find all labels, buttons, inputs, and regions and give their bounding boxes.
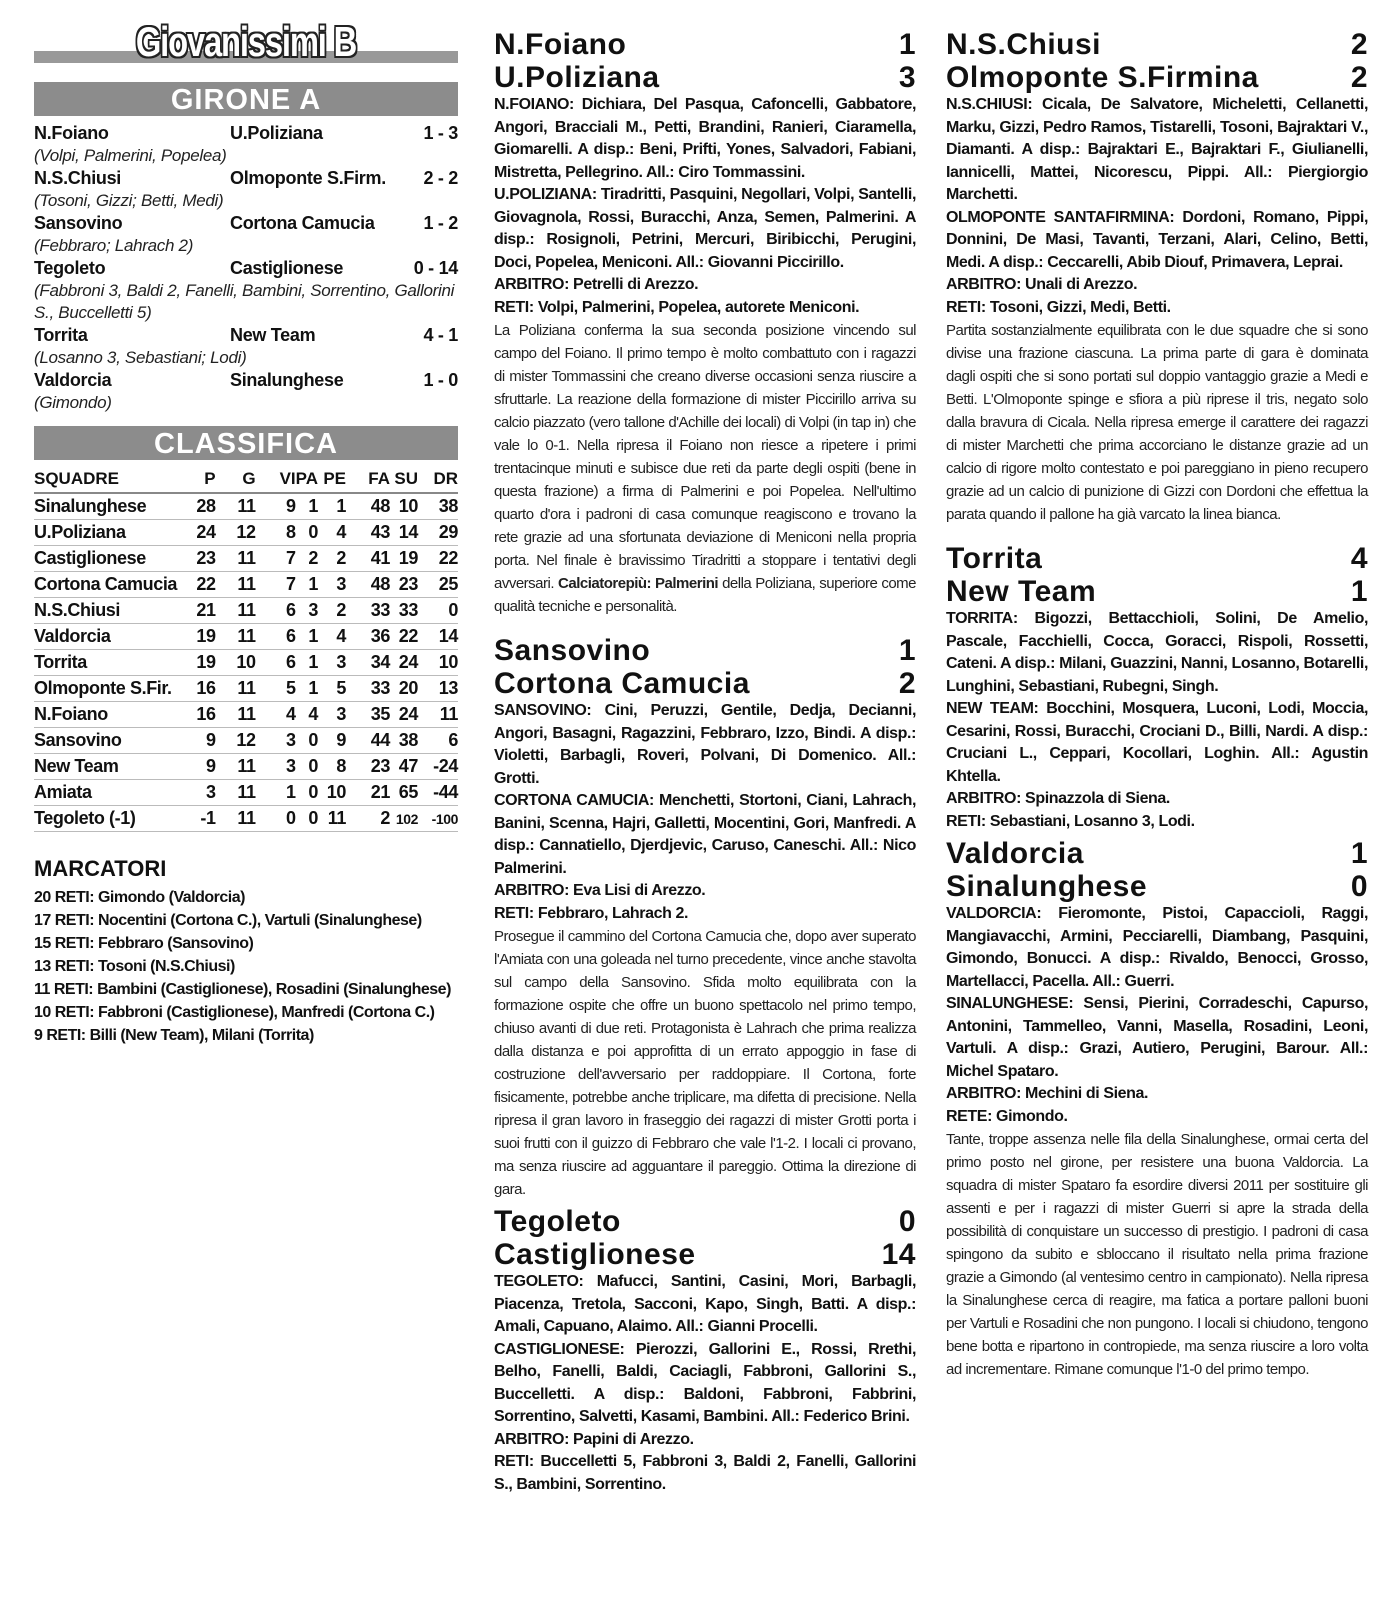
standings-cell: 22 bbox=[418, 546, 458, 572]
home-lineup: TEGOLETO: Mafucci, Santini, Casini, Mori, Barbagli, Piacenza, Tretola, Sacconi, Kapo, Singh, Batti. A disp.: Amali, Capuano, Alaimo. All.: Gianni Procelli. bbox=[494, 1273, 916, 1335]
standings-cell: 4 bbox=[318, 624, 346, 650]
standings-cell: 34 bbox=[346, 650, 390, 676]
standings-cell: 6 bbox=[256, 650, 296, 676]
standings-cell: 24 bbox=[390, 702, 418, 728]
standings-cell: 7 bbox=[256, 546, 296, 572]
standings-cell: 0 bbox=[296, 780, 318, 806]
standings-cell: 7 bbox=[256, 572, 296, 598]
result-row bbox=[34, 167, 458, 190]
standings-cell: 28 bbox=[182, 493, 216, 520]
referee: ARBITRO: Spinazzola di Siena. bbox=[946, 790, 1170, 807]
standings-cell: 14 bbox=[390, 520, 418, 546]
scorer-line: 11 RETI: Bambini (Castiglionese), Rosadini (Sinalunghese) bbox=[34, 981, 451, 998]
match-report bbox=[946, 28, 1368, 526]
goals: RETI: Febbraro, Lahrach 2. bbox=[494, 904, 689, 922]
home-score: 1 bbox=[1350, 837, 1368, 870]
results-list bbox=[34, 122, 458, 414]
standings-cell: 12 bbox=[216, 520, 256, 546]
scorer-line: 20 RETI: Gimondo (Valdorcia) bbox=[34, 889, 245, 906]
home-team: Torrita bbox=[946, 542, 1043, 575]
standings-cell: 16 bbox=[182, 702, 216, 728]
result-score: 1 - 0 bbox=[423, 370, 458, 390]
home-lineup: N.S.CHIUSI: Cicala, De Salvatore, Micheletti, Cellanetti, Marku, Gizzi, Pedro Ramos, Tistarelli, Tosoni, Bajraktari V., Diamanti. A disp.: Bajraktari E., Bajraktari F., Giulianelli, Iannicelli, Mattei, Nicorescu, Pippi. All.: Piergiorgio Marchetti. bbox=[946, 96, 1368, 203]
result-scorers: (Fabbroni 3, Baldi 2, Fanelli, Bambini, Sorrentino, Gallorini S., Buccelletti 5) bbox=[34, 281, 455, 322]
standings-cell: 41 bbox=[346, 546, 390, 572]
scorer-line: 15 RETI: Febbraro (Sansovino) bbox=[34, 935, 254, 952]
standings-cell: 2 bbox=[346, 806, 390, 832]
result-row bbox=[34, 369, 458, 392]
standings-row bbox=[34, 806, 458, 832]
standings-cell: 29 bbox=[418, 520, 458, 546]
standings-cell: 11 bbox=[418, 702, 458, 728]
standings-cell: 11 bbox=[216, 806, 256, 832]
standings-cell: 2 bbox=[296, 546, 318, 572]
standings-cell: 6 bbox=[256, 598, 296, 624]
standings-cell: 65 bbox=[390, 780, 418, 806]
standings-cell: Castiglionese bbox=[34, 546, 182, 572]
standings-cell: 24 bbox=[390, 650, 418, 676]
standings-cell: 10 bbox=[390, 493, 418, 520]
standings-row bbox=[34, 572, 458, 598]
standings-row bbox=[34, 624, 458, 650]
marcatori-list bbox=[34, 886, 458, 1047]
result-home: N.Foiano bbox=[34, 123, 109, 143]
standings-cell: 1 bbox=[296, 650, 318, 676]
standings-cell: 23 bbox=[390, 572, 418, 598]
result-row bbox=[34, 324, 458, 347]
standings-cell: Olmoponte S.Fir. bbox=[34, 676, 182, 702]
standings-cell: 43 bbox=[346, 520, 390, 546]
result-away: U.Poliziana bbox=[230, 123, 323, 143]
home-team: Sansovino bbox=[494, 634, 651, 667]
result-score: 0 - 14 bbox=[413, 258, 458, 278]
standings-column bbox=[34, 0, 458, 1047]
standings-cell: 8 bbox=[256, 520, 296, 546]
away-team: Cortona Camucia bbox=[494, 667, 750, 700]
standings-cell: 11 bbox=[216, 754, 256, 780]
away-team-line bbox=[494, 667, 916, 700]
referee: ARBITRO: Mechini di Siena. bbox=[946, 1085, 1149, 1102]
standings-row bbox=[34, 780, 458, 806]
standings-row bbox=[34, 754, 458, 780]
standings-cell: 10 bbox=[216, 650, 256, 676]
standings-cell: Cortona Camucia bbox=[34, 572, 182, 598]
standings-header-cell: PA bbox=[296, 466, 318, 493]
standings-cell: -24 bbox=[418, 754, 458, 780]
standings-cell: Tegoleto (-1) bbox=[34, 806, 182, 832]
standings-cell: -44 bbox=[418, 780, 458, 806]
match-notes: Partita sostanzialmente equilibrata con le due squadre che si sono divise una frazione ciascuna. La prima parte di gara è dominata dagli ospiti che si sono portati sul doppio vantaggio grazie a Medi e Betti. L'Olmoponte spinge e sfiora a più riprese il tris, negato solo dalla bravura di Cicala. Nella ripresa emerge il carattere dei ragazzi di mister Marchetti che prima accorciano le distanze grazie ad un calcio di rigore molto contestato e poi pareggiano in pieno recupero grazie ad un calcio di punizione di Gizzi con Dordoni che effettua la parata quando il pallone ha già varcato la linea bianca. bbox=[946, 322, 1368, 523]
standings-cell: 3 bbox=[318, 702, 346, 728]
away-lineup: U.POLIZIANA: Tiradritti, Pasquini, Negollari, Volpi, Santelli, Giovagnola, Rossi, Buracchi, Anza, Semen, Palmerini. A disp.: Rosignoli, Petrini, Mercuri, Biribicchi, Perugini, Doci, Popelea, Meniconi. All.: Giovanni Piccirillo. bbox=[494, 186, 916, 271]
goals: RETI: Buccelletti 5, Fabbroni 3, Baldi 2, Fanelli, Gallorini S., Bambini, Sorrentino. bbox=[494, 1453, 916, 1493]
standings-cell: 10 bbox=[418, 650, 458, 676]
standings-header-cell: DR bbox=[418, 466, 458, 493]
standings-cell: 5 bbox=[318, 676, 346, 702]
standings-cell: 0 bbox=[296, 754, 318, 780]
standings-cell: 20 bbox=[390, 676, 418, 702]
away-lineup: CORTONA CAMUCIA: Menchetti, Stortoni, Ciani, Lahrach, Banini, Scenna, Hajri, Galletti, Mocentini, Gori, Manfredi. A disp.: Cannatiello, Djerdjevic, Caruso, Caneschi. All.: Nico Palmerini. bbox=[494, 792, 916, 877]
result-row bbox=[34, 212, 458, 235]
home-score: 1 bbox=[898, 634, 916, 667]
section-title: Giovanissimi B bbox=[135, 18, 357, 65]
away-lineup: SINALUNGHESE: Sensi, Pierini, Corradeschi, Capurso, Antonini, Tammelleo, Vanni, Masella, Rosadini, Leoni, Vartuli. A disp.: Grazi, Autiero, Perugini, Barour. All.: Michel Spataro. bbox=[946, 995, 1368, 1080]
home-team: Valdorcia bbox=[946, 837, 1084, 870]
standings-cell: 3 bbox=[256, 728, 296, 754]
standings-cell: 1 bbox=[296, 572, 318, 598]
standings-cell: 6 bbox=[418, 728, 458, 754]
standings-cell: 47 bbox=[390, 754, 418, 780]
result-away: Castiglionese bbox=[230, 258, 344, 278]
standings-cell: 6 bbox=[256, 624, 296, 650]
standings-cell: 0 bbox=[296, 806, 318, 832]
away-team: New Team bbox=[946, 575, 1097, 608]
standings-cell: 9 bbox=[182, 728, 216, 754]
home-team-line bbox=[494, 1205, 916, 1238]
standings-header-cell: P bbox=[182, 466, 216, 493]
referee: ARBITRO: Eva Lisi di Arezzo. bbox=[494, 882, 706, 899]
result-home: Valdorcia bbox=[34, 370, 112, 390]
scorer-line: 13 RETI: Tosoni (N.S.Chiusi) bbox=[34, 958, 235, 975]
home-team-line bbox=[946, 837, 1368, 870]
standings-cell: 11 bbox=[216, 546, 256, 572]
away-lineup: OLMOPONTE SANTAFIRMINA: Dordoni, Romano, Pippi, Donnini, De Masi, Tavanti, Terzani, Alari, Celino, Betti, Medi. A disp.: Ceccarelli, Abib Diouf, Primavera, Leprai. bbox=[946, 208, 1368, 271]
scorer-line: 17 RETI: Nocentini (Cortona C.), Vartuli (Sinalunghese) bbox=[34, 912, 422, 929]
standings-cell: 0 bbox=[418, 598, 458, 624]
standings-header-row bbox=[34, 466, 458, 493]
standings-cell: 21 bbox=[182, 598, 216, 624]
standings-cell: 1 bbox=[256, 780, 296, 806]
standings-cell: 4 bbox=[256, 702, 296, 728]
referee: ARBITRO: Unali di Arezzo. bbox=[946, 276, 1138, 293]
home-team: Tegoleto bbox=[494, 1205, 621, 1238]
result-score: 1 - 2 bbox=[423, 213, 458, 233]
standings-cell: 8 bbox=[318, 754, 346, 780]
away-score: 14 bbox=[881, 1238, 916, 1271]
match-report bbox=[494, 634, 916, 1201]
result-home: Tegoleto bbox=[34, 258, 106, 278]
result-scorers: (Febbraro; Lahrach 2) bbox=[34, 236, 194, 255]
standings-cell: 23 bbox=[182, 546, 216, 572]
section-header bbox=[34, 18, 458, 70]
result-scorers: (Gimondo) bbox=[34, 393, 112, 412]
match-notes: La Poliziana conferma la sua seconda posizione vincendo sul campo del Foiano. Il primo tempo è molto combattuto con i ragazzi di mister Tommassini che creano diverse occasioni senza riuscire a sfruttarle. La reazione della formazione di mister Piccirillo arriva su calcio piazzato (vero tallone d'Achille dei locali) di Volpi (in tap in) che vale lo 0-1. Nella ripresa il Foiano non riesce a ripetere i primi trentacinque minuti e subisce due reti da parte degli ospiti (bene in questa frazione) a firma di Palmerini e poi Popelea. Nell'ultimo quarto d'ora i padroni di casa comunque reagiscono e trovano la rete grazie ad una sfortunata deviazione di Meniconi nella propria porta. Nel finale è bravissimo Tiradritti a stoppare i tentativi degli avversari. Calciatorepiù: Palmerini della Poliziana, superiore come qualità tecniche e personalità. bbox=[494, 322, 917, 615]
standings-cell: 33 bbox=[346, 676, 390, 702]
standings-cell: N.Foiano bbox=[34, 702, 182, 728]
result-away: New Team bbox=[230, 325, 316, 345]
standings-cell: 102 bbox=[390, 806, 418, 832]
away-team-line bbox=[946, 61, 1368, 94]
home-team-line bbox=[494, 28, 916, 61]
standings-cell: -1 bbox=[182, 806, 216, 832]
standings-cell: Amiata bbox=[34, 780, 182, 806]
girone-label: GIRONE A bbox=[34, 82, 458, 116]
standings-cell: 4 bbox=[296, 702, 318, 728]
standings-cell: 11 bbox=[216, 493, 256, 520]
marcatori-title: MARCATORI bbox=[34, 856, 167, 881]
standings-row bbox=[34, 702, 458, 728]
away-score: 1 bbox=[1350, 575, 1368, 608]
standings-cell: 4 bbox=[318, 520, 346, 546]
home-lineup: VALDORCIA: Fieromonte, Pistoi, Capaccioli, Raggi, Mangiavacchi, Armini, Pecciarelli, Diambang, Pasquini, Gimondo, Bonucci. A disp.: Rivaldo, Benocci, Grosso, Martellacci, Pacella. All.: Guerri. bbox=[946, 905, 1368, 990]
standings-row bbox=[34, 493, 458, 520]
standings-cell: N.S.Chiusi bbox=[34, 598, 182, 624]
home-team-line bbox=[946, 28, 1368, 61]
standings-row bbox=[34, 676, 458, 702]
standings-cell: Sinalunghese bbox=[34, 493, 182, 520]
result-score: 2 - 2 bbox=[423, 168, 458, 188]
standings-cell: 38 bbox=[418, 493, 458, 520]
away-team-line bbox=[946, 870, 1368, 903]
standings-cell: 0 bbox=[296, 728, 318, 754]
standings-cell: 22 bbox=[182, 572, 216, 598]
standings-header-cell: SU bbox=[390, 466, 418, 493]
goals: RETI: Volpi, Palmerini, Popelea, autorete Meniconi. bbox=[494, 298, 860, 316]
match-column-3 bbox=[946, 24, 1368, 1381]
standings-header-cell: G bbox=[216, 466, 256, 493]
result-home: Torrita bbox=[34, 325, 88, 345]
home-score: 0 bbox=[898, 1205, 916, 1238]
standings-cell: 48 bbox=[346, 572, 390, 598]
result-away: Sinalunghese bbox=[230, 370, 344, 390]
standings-cell: 48 bbox=[346, 493, 390, 520]
standings-cell: 5 bbox=[256, 676, 296, 702]
away-score: 0 bbox=[1350, 870, 1368, 903]
standings-cell: 0 bbox=[256, 806, 296, 832]
away-lineup: NEW TEAM: Bocchini, Mosquera, Luconi, Lodi, Moccia, Cesarini, Rossi, Buracchi, Crociani D., Billi, Nardi. A disp.: Cruciani L., Ceppari, Kocollari, Loghin. All.: Agustin Khtella. bbox=[946, 700, 1368, 785]
home-score: 4 bbox=[1350, 542, 1368, 575]
standings-cell: 44 bbox=[346, 728, 390, 754]
standings-cell: 11 bbox=[216, 624, 256, 650]
standings-cell: 13 bbox=[418, 676, 458, 702]
match-report bbox=[946, 837, 1368, 1381]
result-score: 1 - 3 bbox=[423, 123, 458, 143]
away-lineup: CASTIGLIONESE: Pierozzi, Gallorini E., Rossi, Rrethi, Belho, Fanelli, Baldi, Caciagli, Fabbroni, Gallorini S., Buccelletti. A disp.: Baldoni, Fabbroni, Fabbrini, Sorrentino, Salvetti, Kasami, Bambini. All.: Federico Brini. bbox=[494, 1340, 916, 1425]
home-team-line bbox=[946, 542, 1368, 575]
goals: RETI: Tosoni, Gizzi, Medi, Betti. bbox=[946, 298, 1171, 316]
standings-cell: 0 bbox=[296, 520, 318, 546]
scorer-line: 10 RETI: Fabbroni (Castiglionese), Manfredi (Cortona C.) bbox=[34, 1004, 435, 1021]
standings-cell: 3 bbox=[182, 780, 216, 806]
standings-cell: 16 bbox=[182, 676, 216, 702]
referee: ARBITRO: Petrelli di Arezzo. bbox=[494, 276, 699, 293]
result-scorers: (Volpi, Palmerini, Popelea) bbox=[34, 146, 227, 165]
standings-cell: 35 bbox=[346, 702, 390, 728]
standings-cell: 19 bbox=[182, 624, 216, 650]
result-home: N.S.Chiusi bbox=[34, 168, 122, 188]
result-row bbox=[34, 122, 458, 145]
standings-cell: New Team bbox=[34, 754, 182, 780]
home-score: 2 bbox=[1350, 28, 1368, 61]
standings-row bbox=[34, 520, 458, 546]
standings-cell: 9 bbox=[182, 754, 216, 780]
standings-header-cell: FA bbox=[346, 466, 390, 493]
goals: RETE: Gimondo. bbox=[946, 1107, 1068, 1125]
away-score: 3 bbox=[898, 61, 916, 94]
standings-row bbox=[34, 650, 458, 676]
standings-cell: 1 bbox=[296, 624, 318, 650]
standings-cell: Torrita bbox=[34, 650, 182, 676]
standings-cell: 1 bbox=[318, 493, 346, 520]
standings-cell: 11 bbox=[216, 780, 256, 806]
standings-header-cell: VI bbox=[256, 466, 296, 493]
standings-row bbox=[34, 728, 458, 754]
result-away: Cortona Camucia bbox=[230, 213, 375, 233]
standings-cell: 22 bbox=[390, 624, 418, 650]
standings-cell: 11 bbox=[216, 598, 256, 624]
standings-row bbox=[34, 598, 458, 624]
match-notes: Prosegue il cammino del Cortona Camucia che, dopo aver superato l'Amiata con una goleada nel turno precedente, vince anche stavolta sul campo della Sansovino. Sfida molto equilibrata con la formazione ospite che offre un buono spettacolo nel primo tempo, chiuso avanti di due reti. Protagonista è Lahrach che prima realizza dalla distanza e poi approfitta di un errato appoggio in fase di costruzione dell'avversario per raddoppiare. Il Cortona, forte fisicamente, potrebbe anche triplicare, ma difetta di precisione. Nella ripresa il gran lavoro in fraseggio dei ragazzi di mister Grotti porta i suoi frutti con il guizzo di Febbraro che vale l'1-2. I locali ci provano, ma senza riuscire ad agguantare il pareggio. Ottima la direzione di gara. bbox=[494, 928, 916, 1198]
away-team: Castiglionese bbox=[494, 1238, 696, 1271]
match-report bbox=[494, 28, 916, 618]
standings-table bbox=[34, 466, 458, 832]
goals: RETI: Sebastiani, Losanno 3, Lodi. bbox=[946, 812, 1195, 830]
standings-cell: 12 bbox=[216, 728, 256, 754]
standings-cell: -100 bbox=[418, 806, 458, 832]
home-lineup: TORRITA: Bigozzi, Bettacchioli, Solini, De Amelio, Pascale, Facchielli, Cocca, Goracci, Rispoli, Rossetti, Cateni. A disp.: Milani, Guazzini, Nanni, Losanno, Botarelli, Lunghini, Sebastiani, Rubegni, Singh. bbox=[946, 610, 1368, 695]
away-score: 2 bbox=[1350, 61, 1368, 94]
standings-cell: 36 bbox=[346, 624, 390, 650]
standings-cell: 25 bbox=[418, 572, 458, 598]
standings-cell: 33 bbox=[346, 598, 390, 624]
standings-header-cell: PE bbox=[318, 466, 346, 493]
match-column-2 bbox=[494, 24, 916, 1496]
standings-cell: 24 bbox=[182, 520, 216, 546]
home-lineup: N.FOIANO: Dichiara, Del Pasqua, Cafoncelli, Gabbatore, Angori, Bracciali M., Petti, Brandini, Ranieri, Ciaramella, Giomarelli. A disp.: Beni, Prifti, Yones, Salvadori, Fabiani, Mistretta, Pellegrino. All.: Ciro Tommassini. bbox=[494, 96, 916, 181]
standings-cell: 19 bbox=[182, 650, 216, 676]
home-score: 1 bbox=[898, 28, 916, 61]
result-scorers: (Losanno 3, Sebastiani; Lodi) bbox=[34, 348, 247, 367]
standings-cell: 23 bbox=[346, 754, 390, 780]
scorer-line: 9 RETI: Billi (New Team), Milani (Torrita) bbox=[34, 1027, 314, 1044]
standings-cell: 11 bbox=[216, 676, 256, 702]
standings-cell: 3 bbox=[256, 754, 296, 780]
standings-cell: 3 bbox=[296, 598, 318, 624]
classifica-label: CLASSIFICA bbox=[34, 426, 458, 460]
result-home: Sansovino bbox=[34, 213, 123, 233]
standings-cell: 38 bbox=[390, 728, 418, 754]
home-team: N.Foiano bbox=[494, 28, 627, 61]
standings-cell: U.Poliziana bbox=[34, 520, 182, 546]
home-lineup: SANSOVINO: Cini, Peruzzi, Gentile, Dedja, Decianni, Angori, Basagni, Ragazzini, Febbraro, Izzo, Bindi. A disp.: Violetti, Barbagli, Roveri, Polvani, Di Domenico. All.: Grotti. bbox=[494, 702, 916, 787]
match-report bbox=[946, 542, 1368, 833]
away-team: U.Poliziana bbox=[494, 61, 660, 94]
away-team: Sinalunghese bbox=[946, 870, 1148, 903]
away-score: 2 bbox=[898, 667, 916, 700]
standings-cell: 9 bbox=[318, 728, 346, 754]
result-scorers: (Tosoni, Gizzi; Betti, Medi) bbox=[34, 191, 224, 210]
away-team-line bbox=[494, 61, 916, 94]
standings-cell: 11 bbox=[216, 572, 256, 598]
standings-cell: 9 bbox=[256, 493, 296, 520]
standings-cell: 14 bbox=[418, 624, 458, 650]
away-team-line bbox=[494, 1238, 916, 1271]
standings-cell: Sansovino bbox=[34, 728, 182, 754]
home-team-line bbox=[494, 634, 916, 667]
standings-cell: 3 bbox=[318, 650, 346, 676]
standings-cell: 1 bbox=[296, 676, 318, 702]
standings-cell: 10 bbox=[318, 780, 346, 806]
referee: ARBITRO: Papini di Arezzo. bbox=[494, 1430, 694, 1448]
result-row bbox=[34, 257, 458, 280]
standings-header-cell: SQUADRE bbox=[34, 466, 182, 493]
standings-cell: 11 bbox=[216, 702, 256, 728]
home-team: N.S.Chiusi bbox=[946, 28, 1102, 61]
standings-row bbox=[34, 546, 458, 572]
result-away: Olmoponte S.Firm. bbox=[230, 168, 386, 188]
standings-cell: 33 bbox=[390, 598, 418, 624]
standings-cell: 21 bbox=[346, 780, 390, 806]
standings-cell: 3 bbox=[318, 572, 346, 598]
match-notes: Tante, troppe assenza nelle fila della Sinalunghese, ormai certa del primo posto nel girone, per resistere una buona Valdorcia. La squadra di mister Spataro fa esordire diversi 2011 per sostituire gli assenti e per i ragazzi di mister Guerri si apre la strada della possibilità di conquistare un successo di prestigio. I padroni di casa spingono da subito e sbloccano il risultato nella prima frazione grazie a Gimondo (al ventesimo centro in campionato). Nella ripresa la Sinalunghese cerca di reagire, ma fatica a portare palloni buoni per Vartuli e Rosadini che non pungono. I locali si chiudono, tengono bene botta e ripartono in contropiede, ma senza riuscire a loro volta ad incrementare. Rimane comunque l'1-0 del primo tempo. bbox=[946, 1131, 1368, 1378]
away-team-line bbox=[946, 575, 1368, 608]
standings-cell: 19 bbox=[390, 546, 418, 572]
result-score: 4 - 1 bbox=[423, 325, 458, 345]
match-report bbox=[494, 1205, 916, 1496]
away-team: Olmoponte S.Firmina bbox=[946, 61, 1259, 94]
standings-cell: 2 bbox=[318, 598, 346, 624]
standings-cell: 2 bbox=[318, 546, 346, 572]
standings-cell: Valdorcia bbox=[34, 624, 182, 650]
standings-cell: 1 bbox=[296, 493, 318, 520]
standings-cell: 11 bbox=[318, 806, 346, 832]
